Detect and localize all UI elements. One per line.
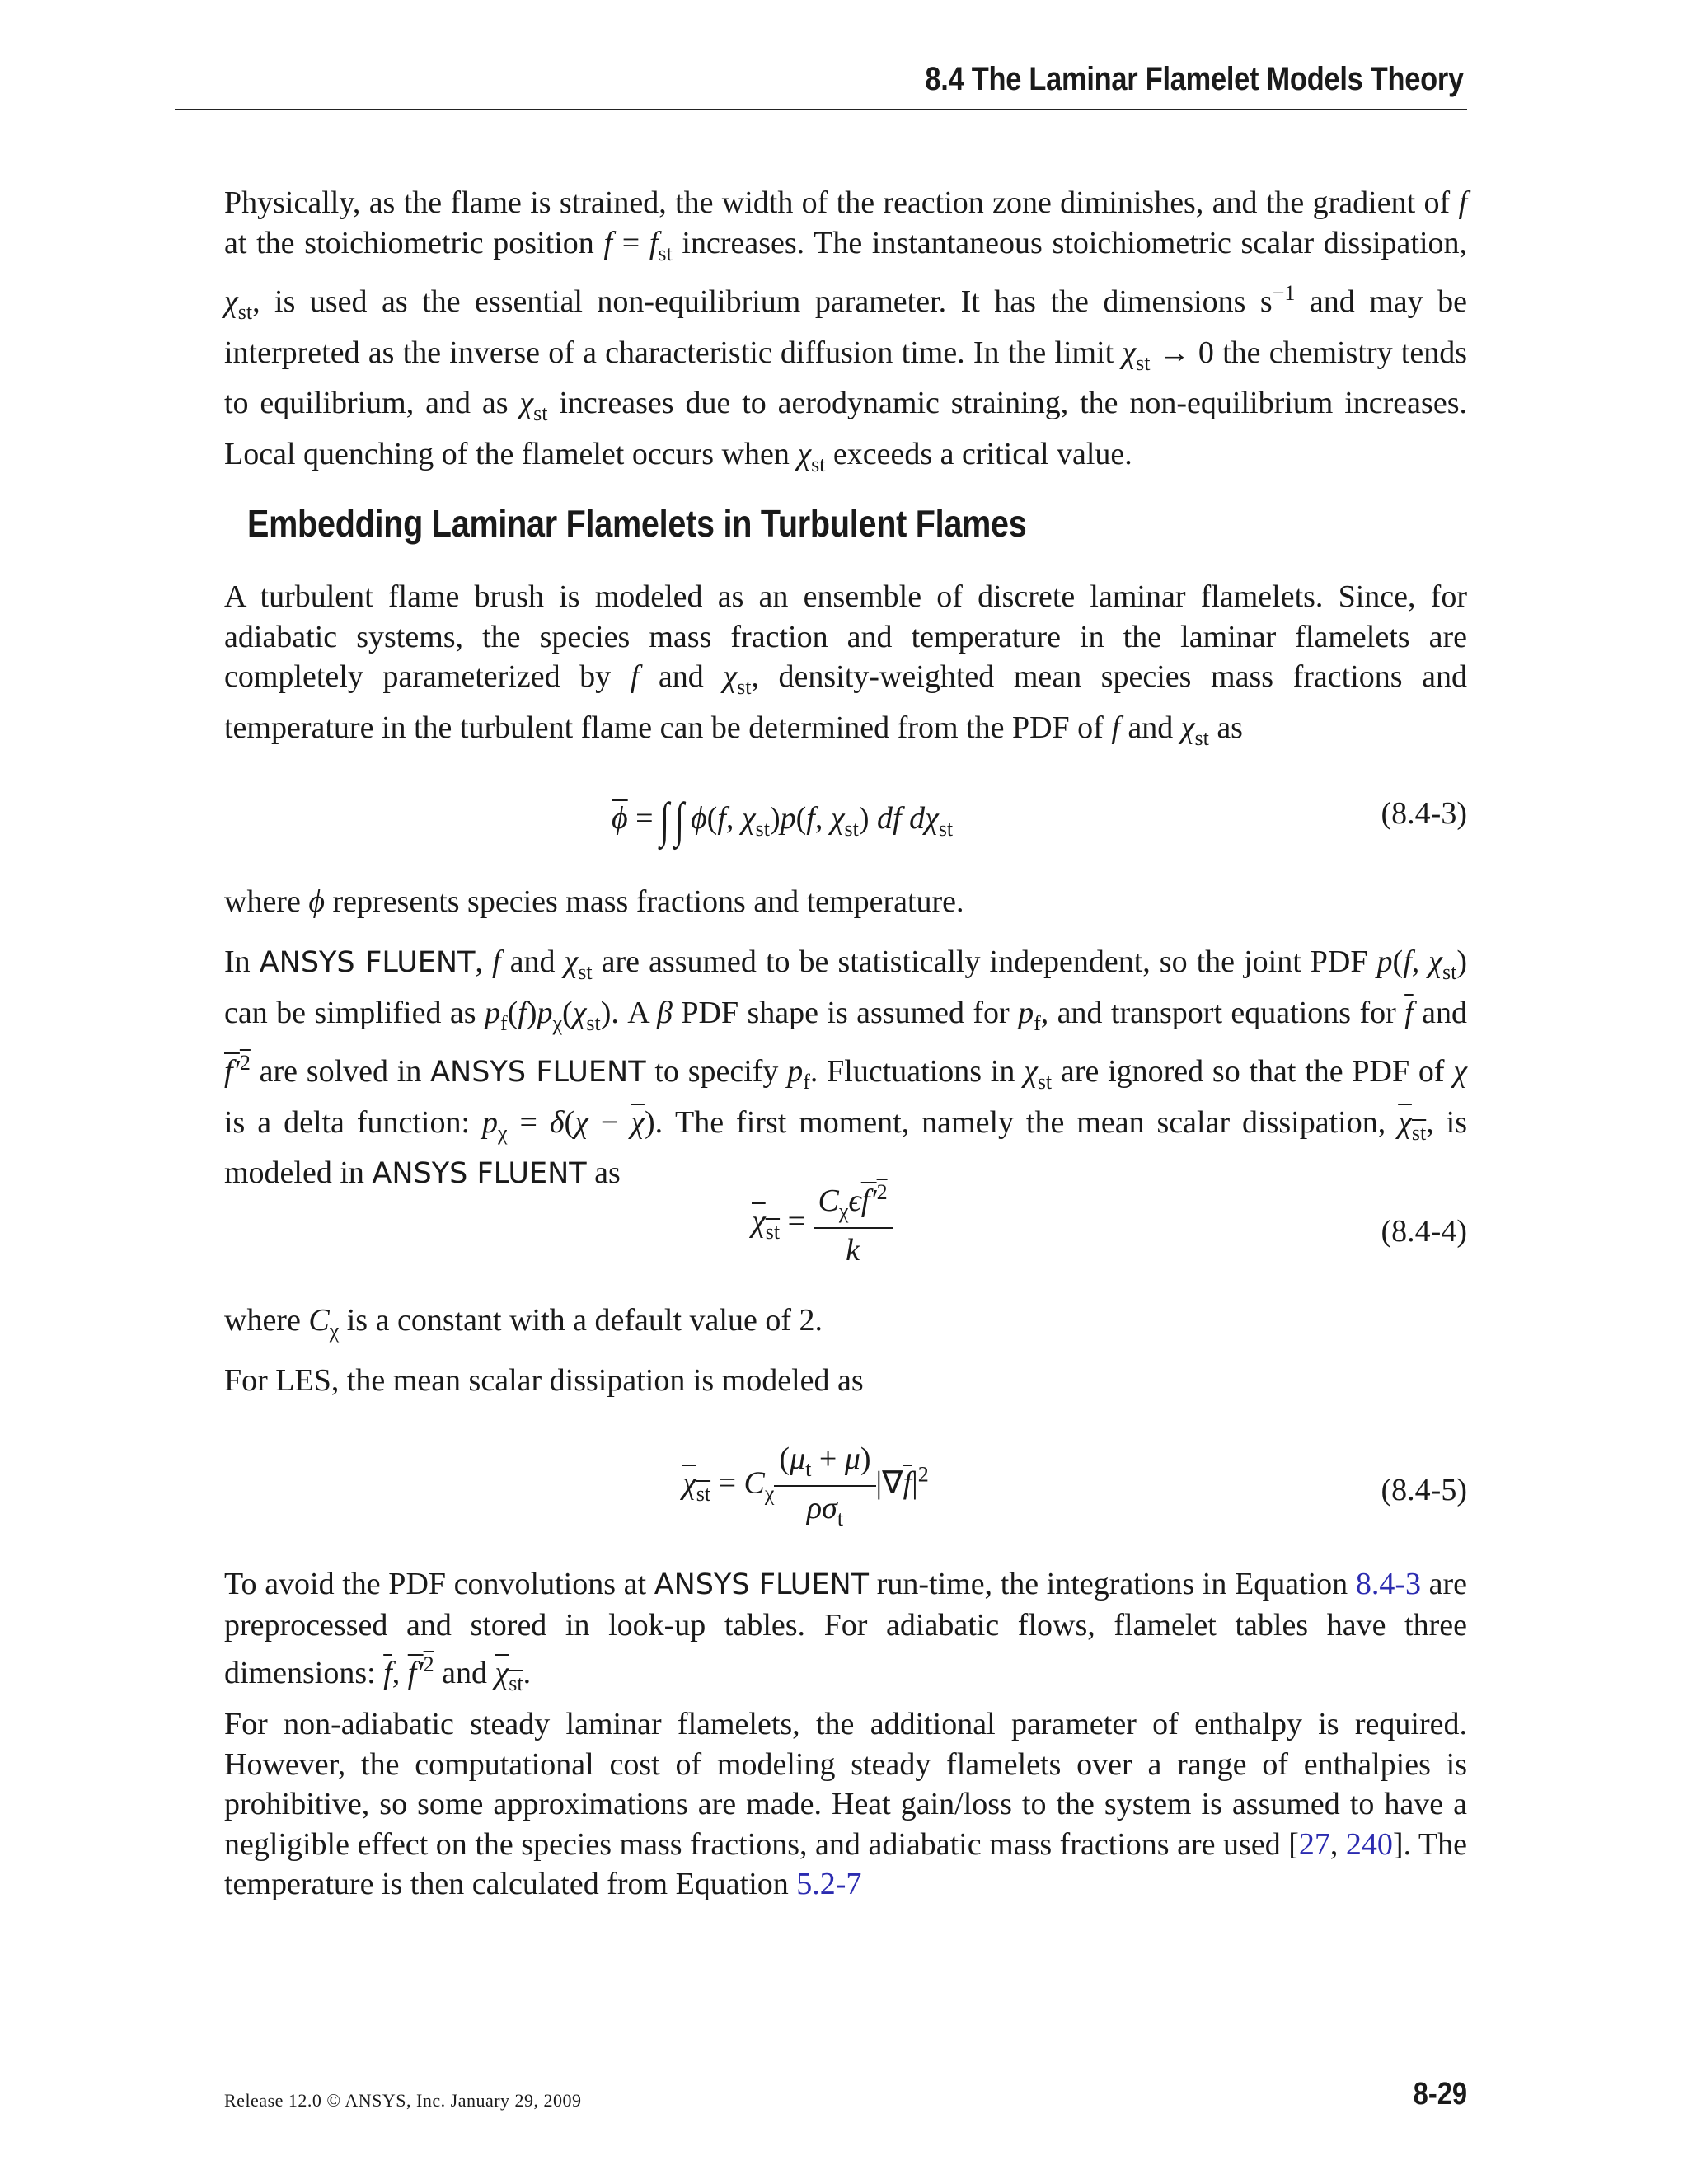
equation-link[interactable]: 8.4-3 [1355,1567,1421,1601]
citation-link[interactable]: 240 [1345,1826,1393,1862]
paragraph-lookup-tables: To avoid the PDF convolutions at ANSYS FLUENT run-time, the integrations in Equation 8.4-3 are preprocessed and stored in look-up tables. For adiabatic flows, flamelet tables have three dimensions: $\overline{f}$, $f'^2$ and $\chi_{st}$. [224,1567,1468,1695]
paragraph-les: For LES, the mean scalar dissipation is modeled as [224,1363,864,1398]
equation-8-4-3 [224,787,1467,853]
running-header-title: 8.4 The Laminar Flamelet Models Theory [925,61,1464,97]
citation-link[interactable]: 27 [1298,1826,1330,1862]
equation-link[interactable]: 5.2-7 [796,1867,862,1901]
paragraph-strain: Physically, as the flame is strained, the width of the reaction zone diminishes, and the gradient of f at the stoichiometric position $f = f_{st}$ increases. The instantaneous stoichiometric scalar dissipation, $\chi_{st}$, is used as the essential non-equilibrium parameter. It has the dimensions $s^{-1}$ and may be interpreted as the inverse of a characteristic diffusion time. In the limit $\chi_{st} \to 0$ the chemistry tends to equilibrium, and as $\chi_{st}$ increases due to aerodynamic straining, the non-equilibrium increases. Local quenching of the flamelet occurs when $\chi_{st}$ exceeds a critical value. [224,185,1468,476]
equation-body: $\chi_{st} = C_\chi$ $\frac{(\mu_t + \mu)}{\rho\sigma_t}$ $|\nabla\overline{f}|^2$ [682,1441,929,1530]
equation-number: (8.4-3) [1381,796,1467,831]
running-header [175,58,1467,110]
paragraph-c-chi: where $C_\chi$ is a constant with a default value of 2. [224,1303,823,1343]
paragraph-non-adiabatic: For non-adiabatic steady laminar flamelets, the additional parameter of enthalpy is required. However, the computational cost of modeling steady flamelets over a range of enthalpies is prohibitive, so some approximations are made. Heat gain/loss to the system is assumed to have a negligible effect on the species mass fractions, and adiabatic mass fractions are used [27, 240]. The temperature is then calculated from Equation 5.2-7 [224,1707,1467,1901]
footer-release: Release 12.0 © ANSYS, Inc. January 29, 2009 [224,2090,582,2111]
section-heading: Embedding Laminar Flamelets in Turbulent Flames [247,502,1027,545]
equation-number: (8.4-4) [1381,1214,1467,1249]
equation-body: $\overline{\phi}$ = ∫ ∫ ϕ(f, $\chi_{st})p(f$, $\chi_{st}$) df $d\chi_{st}$ [612,793,954,847]
equation-body: $\chi_{st}$ = $\frac{C_\chi\epsilon f'^2}{k}$ [752,1180,893,1268]
equation-8-4-4 [224,1180,1467,1287]
paragraph-phi: where ϕ represents species mass fractions and temperature. [224,884,964,919]
paragraph-flame-brush: A turbulent flame brush is modeled as an ensemble of discrete laminar flamelets. Since, for adiabatic systems, the species mass fraction and temperature in the laminar flamelets are completely parameterized by f and $\chi_{st}$, density-weighted mean species mass fractions and temperature in the turbulent flame can be determined from the PDF of f and $\chi_{st}$ as [224,579,1467,750]
paragraph-independence: In ANSYS FLUENT, f and $\chi_{st}$ are assumed to be statistically independent, so the joint PDF p(f, $\chi_{st}$) can be simplified as $p_f(f)p_\chi(\chi_{st})$. A β PDF shape is assumed for $p_f$, and transport equations for $\overline{f}$ and $f'^2$ are solved in ANSYS FLUENT to specify $p_f$. Fluctuations in $\chi_{st}$ are ignored so that the PDF of χ is a delta function: $p_\chi = \delta(\chi - \overline{\chi})$. The first moment, namely the mean scalar dissipation, $\chi_{st}$, is modeled in ANSYS FLUENT as [224,944,1468,1190]
page-number: 8-29 [1413,2077,1467,2111]
equation-8-4-5 [224,1441,1467,1548]
equation-number: (8.4-5) [1381,1473,1467,1507]
